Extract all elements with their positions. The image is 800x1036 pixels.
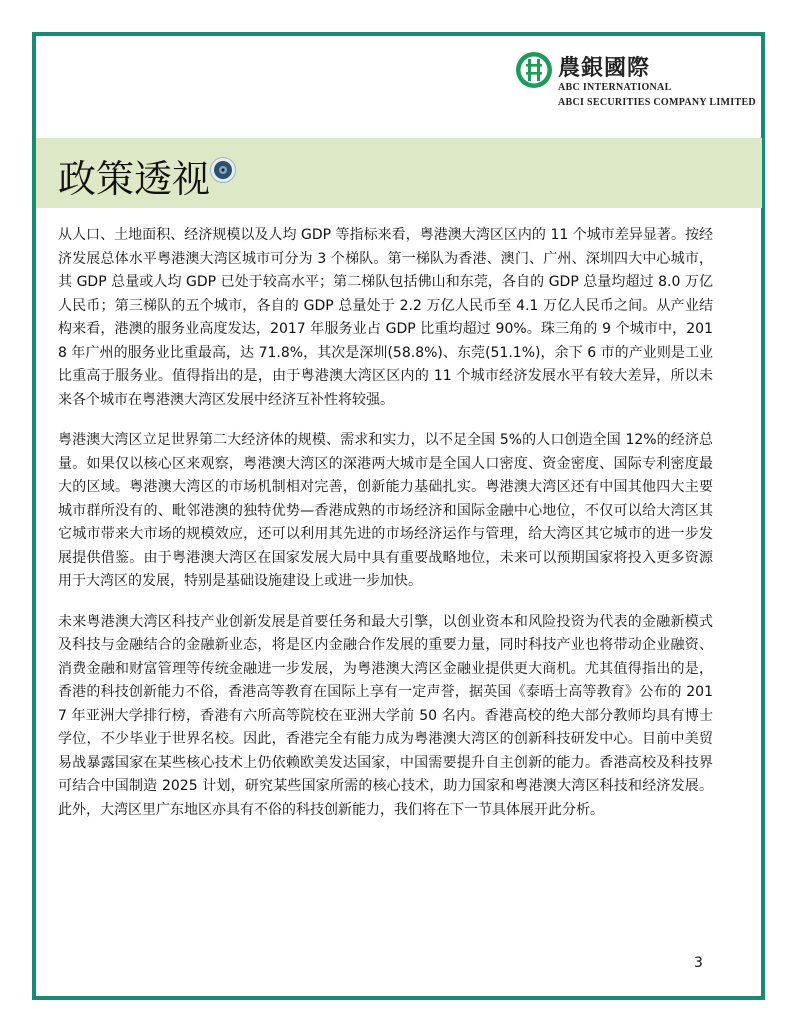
page-number: 3 xyxy=(694,955,703,971)
logo-company-name: ABCI SECURITIES COMPANY LIMITED xyxy=(558,97,756,108)
abci-logo-icon xyxy=(514,50,554,90)
logo-english-name: ABC INTERNATIONAL xyxy=(558,82,672,93)
article-body xyxy=(58,224,713,839)
company-logo xyxy=(514,50,754,110)
target-dot-icon xyxy=(209,156,237,184)
paragraph-1: 从人口、土地面积、经济规模以及人均 GDP 等指标来看，粤港澳大湾区区内的 11 个城市差异显著。按经济发展总体水平粤港澳大湾区城市可分为 3 个梯队。第一梯队为香港、澳门、广州、深圳四大中心城市，其 GDP 总量或人均 GDP 已处于较高水平；第二梯队包括佛山和东莞，各自的 GDP 总量均超过 8.0 万亿人民币；第三梯队的五个城市，各自的 GDP 总量处于 2.2 万亿人民币至 4.1 万亿人民币之间。从产业结构来看，港澳的服务业高度发达，2017 年服务业占 GDP 比重均超过 90%。珠三角的 9 个城市中，2018 年广州的服务业比重最高，达 71.8%，其次是深圳(58.8%)、东莞(51.1%)，余下 6 市的产业则是工业比重高于服务业。值得指出的是，由于粤港澳大湾区区内的 11 个城市经济发展水平有较大差异，所以未来各个城市在粤港澳大湾区发展中经济互补性将较强。 xyxy=(58,227,713,408)
logo-chinese-name: 農銀國際 xyxy=(558,55,651,81)
section-title: 政策透视 xyxy=(58,157,211,201)
paragraph-2: 粤港澳大湾区立足世界第二大经济体的规模、需求和实力，以不足全国 5%的人口创造全国 12%的经济总量。如果仅以核心区来观察，粤港澳大湾区的深港两大城市是全国人口密度、资金密度、国际专利密度最大的区域。粤港澳大湾区的市场机制相对完善，创新能力基础扎实。粤港澳大湾区还有中国其他四大主要城市群所没有的、毗邻港澳的独特优势—香港成熟的市场经济和国际金融中心地位，不仅可以给大湾区其它城市带来大市场的规模效应，还可以利用其先进的市场经济运作与管理，给大湾区其它城市的进一步发展提供借鉴。由于粤港澳大湾区在国家发展大局中具有重要战略地位，未来可以预期国家将投入更多资源用于大湾区的发展，特别是基础设施建设上或进一步加快。 xyxy=(58,432,713,589)
paragraph-3: 未来粤港澳大湾区科技产业创新发展是首要任务和最大引擎，以创业资本和风险投资为代表的金融新模式及科技与金融结合的金融新业态，将是区内金融合作发展的重要力量，同时科技产业也将带动企业融资、消费金融和财富管理等传统金融进一步发展，为粤港澳大湾区金融业提供更大商机。尤其值得指出的是，香港的科技创新能力不俗，香港高等教育在国际上享有一定声誉，据英国《泰晤士高等教育》公布的 2017 年亚洲大学排行榜，香港有六所高等院校在亚洲大学前 50 名内。香港高校的绝大部分教师均具有博士学位，不少毕业于世界名校。因此，香港完全有能力成为粤港澳大湾区的创新科技研发中心。目前中美贸易战暴露国家在某些核心技术上仍依赖欧美发达国家，中国需要提升自主创新的能力。香港高校及科技界可结合中国制造 2025 计划，研究某些国家所需的核心技术，助力国家和粤港澳大湾区科技和经济发展。此外，大湾区里广东地区亦具有不俗的科技创新能力，我们将在下一节具体展开此分析。 xyxy=(58,613,713,818)
